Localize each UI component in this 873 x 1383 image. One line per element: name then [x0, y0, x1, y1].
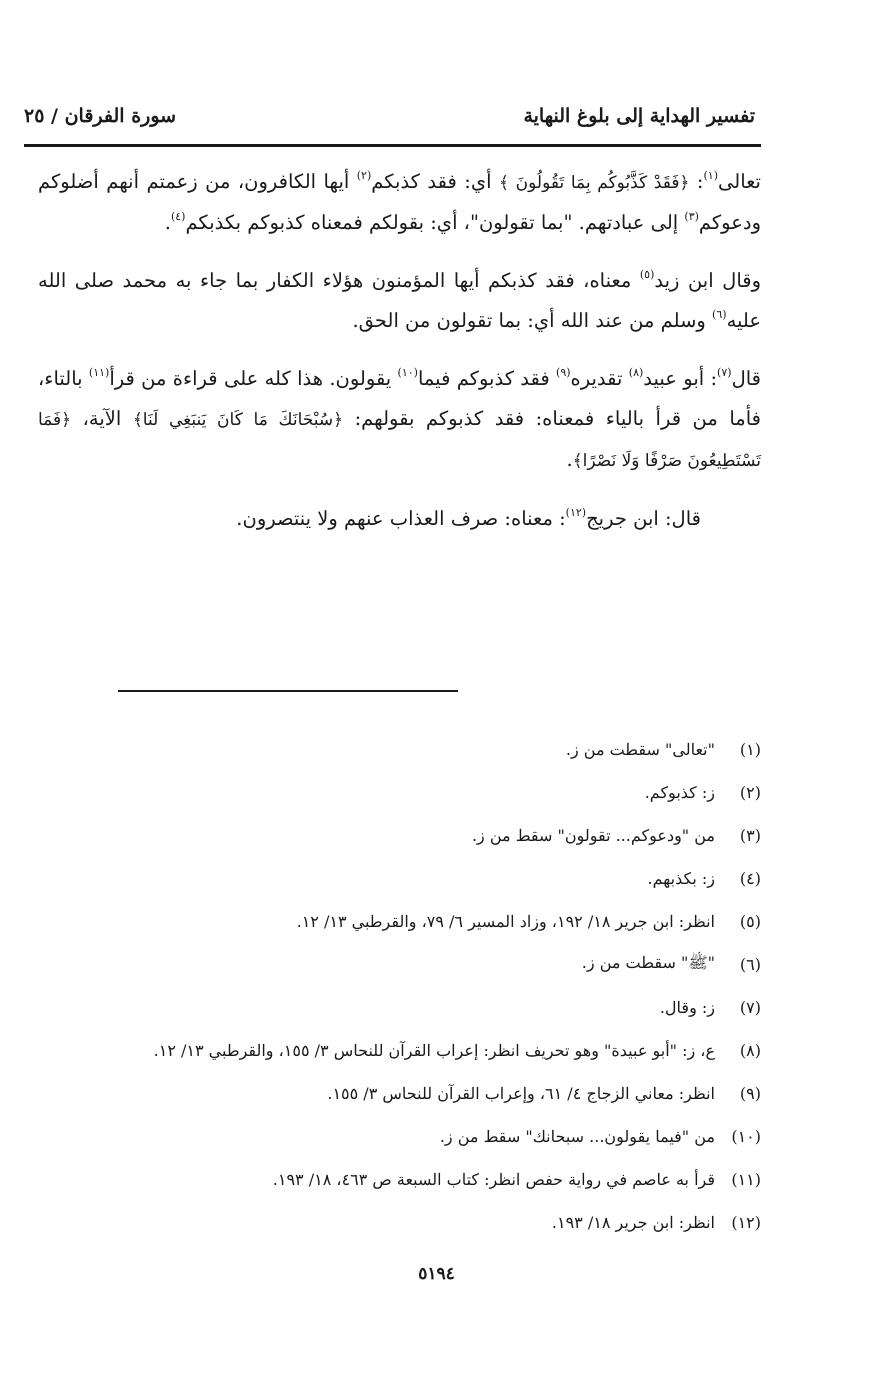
footnote-ref: (٣) — [684, 210, 699, 223]
surah-page-label: سورة الفرقان / ٢٥ — [24, 105, 177, 127]
footnote-text: انظر: ابن جرير ١٨/ ١٩٢، وزاد المسير ٦/ ٧٩، والقرطبي ١٣/ ١٢. — [296, 912, 715, 931]
footnote-item — [20, 814, 761, 857]
book-title: تفسير الهداية إلى بلوغ النهاية — [523, 105, 755, 127]
footnote-ref: (٧) — [717, 366, 732, 379]
footnote-ref: (١١) — [88, 366, 110, 379]
footnote-item — [20, 1029, 761, 1072]
footnote-ref: (٩) — [556, 366, 571, 379]
text-run: أيها الكافرون، من زعمتم أنهم أضلوكم ودعوكم — [38, 170, 761, 234]
text-run: بالتاء، فأما من قرأ بالياء فمعناه: فقد كذبوكم بقولهم: — [38, 367, 761, 430]
footnote-item — [20, 900, 761, 943]
footnote-text: انظر: معاني الزجاج ٤/ ٦١، وإعراب القرآن للنحاس ٣/ ١٥٥. — [327, 1084, 715, 1103]
commentary-text — [38, 162, 761, 557]
footnote-item — [20, 1158, 761, 1201]
text-run: وقال ابن زيد — [654, 269, 762, 292]
text-run: إلى عبادتهم. "بما تقولون"، أي: بقولكم فمعناه كذبوكم بكذبكم — [185, 211, 685, 234]
footnote-text: ز: بكذبهم. — [647, 869, 715, 888]
text-run: يقولون. هذا كله على قراءة من قرأ — [109, 367, 398, 390]
footnote-number: (٥) — [739, 912, 761, 931]
text-run: . — [566, 448, 573, 471]
text-run: تعالى — [718, 170, 761, 193]
footnote-item — [20, 857, 761, 900]
text-run: : أبو عبيد — [643, 367, 718, 390]
running-header — [24, 96, 755, 136]
footnote-number: (٧) — [739, 998, 761, 1017]
page-number: ٥١٩٤ — [418, 1264, 455, 1284]
footnote-ref: (٨) — [628, 366, 644, 379]
footnote-ref: (٦) — [712, 308, 727, 321]
footnote-text: من "ودعوكم... تقولون" سقط من ز. — [471, 826, 715, 845]
footnote-item — [20, 771, 761, 814]
footnote-number: (٨) — [739, 1041, 761, 1060]
footnote-ref: (٢) — [356, 169, 372, 182]
footnotes-list — [20, 728, 761, 1244]
text-run: الآية، — [71, 407, 133, 430]
text-run: : — [689, 170, 704, 193]
footnote-number: (١٠) — [731, 1127, 761, 1146]
footnote-ref: (١٢) — [565, 506, 587, 519]
footnote-text: قرأ به عاصم في رواية حفص انظر: كتاب السبعة ص ٤٦٣، ١٨/ ١٩٣. — [272, 1170, 715, 1189]
footnote-item — [20, 728, 761, 771]
footnote-ref: (٤) — [170, 210, 186, 223]
footnote-number: (٩) — [739, 1084, 761, 1103]
quran-verse: ﴿فَقَدْ كَذَّبُوكُم بِمَا تَقُولُونَ ﴾ — [499, 173, 690, 193]
text-run: قال: ابن جريج — [586, 507, 701, 530]
footnote-number: (١٢) — [731, 1213, 761, 1232]
footnote-ref: (٥) — [639, 268, 655, 281]
footnote-text: "ﷺ" سقطت من ز. — [581, 953, 715, 972]
footnote-text: ز: كذبوكم. — [644, 783, 715, 802]
footnote-number: (٣) — [739, 826, 761, 845]
footnote-number: (١١) — [731, 1170, 761, 1189]
footnote-item — [20, 1072, 761, 1115]
footnote-item — [20, 943, 761, 986]
text-run: : معناه: صرف العذاب عنهم ولا ينتصرون. — [236, 507, 566, 530]
footnote-text: من "فيما يقولون... سبحانك" سقط من ز. — [439, 1127, 715, 1146]
footnote-text: "تعالى" سقطت من ز. — [565, 740, 715, 759]
text-run: . — [164, 211, 171, 234]
paragraph — [38, 499, 761, 539]
footnote-number: (١) — [739, 740, 761, 759]
footnote-item — [20, 1201, 761, 1244]
paragraph — [38, 359, 761, 481]
footnote-text: ع، ز: "أبو عبيدة" وهو تحريف انظر: إعراب القرآن للنحاس ٣/ ١٥٥، والقرطبي ١٣/ ١٢. — [153, 1041, 715, 1060]
footnote-ref: (١٠) — [397, 366, 418, 379]
footnote-number: (٢) — [739, 783, 761, 802]
footnote-ref: (١) — [703, 169, 718, 182]
text-run: قال — [731, 367, 761, 390]
paragraph — [38, 162, 761, 243]
text-run: معناه، فقد كذبكم أيها المؤمنون هؤلاء الكفار بما جاء به محمد صلى الله عليه — [38, 269, 761, 332]
text-run: تقديره — [570, 367, 629, 390]
footnote-text: انظر: ابن جرير ١٨/ ١٩٣. — [551, 1213, 715, 1232]
quran-verse: ﴿سُبْحَانَكَ مَا كَانَ يَنبَغِي لَنَا﴾ — [132, 410, 344, 430]
footnote-item — [20, 1115, 761, 1158]
footnote-number: (٦) — [739, 955, 761, 974]
footnote-text: ز: وقال. — [659, 998, 715, 1017]
text-run: أي: فقد كذبكم — [371, 170, 499, 193]
footnote-divider — [118, 690, 458, 692]
text-run: وسلم من عند الله أي: بما تقولون من الحق. — [352, 309, 713, 332]
footnote-number: (٤) — [739, 869, 761, 888]
footnote-item — [20, 986, 761, 1029]
quran-verse: ﴿فَمَا تَسْتَطِيعُونَ صَرْفًا وَلَا نَصْرًا﴾ — [38, 410, 761, 471]
paragraph — [38, 261, 761, 341]
text-run: فقد كذبوكم فيما — [417, 367, 557, 390]
header-divider — [24, 144, 761, 147]
